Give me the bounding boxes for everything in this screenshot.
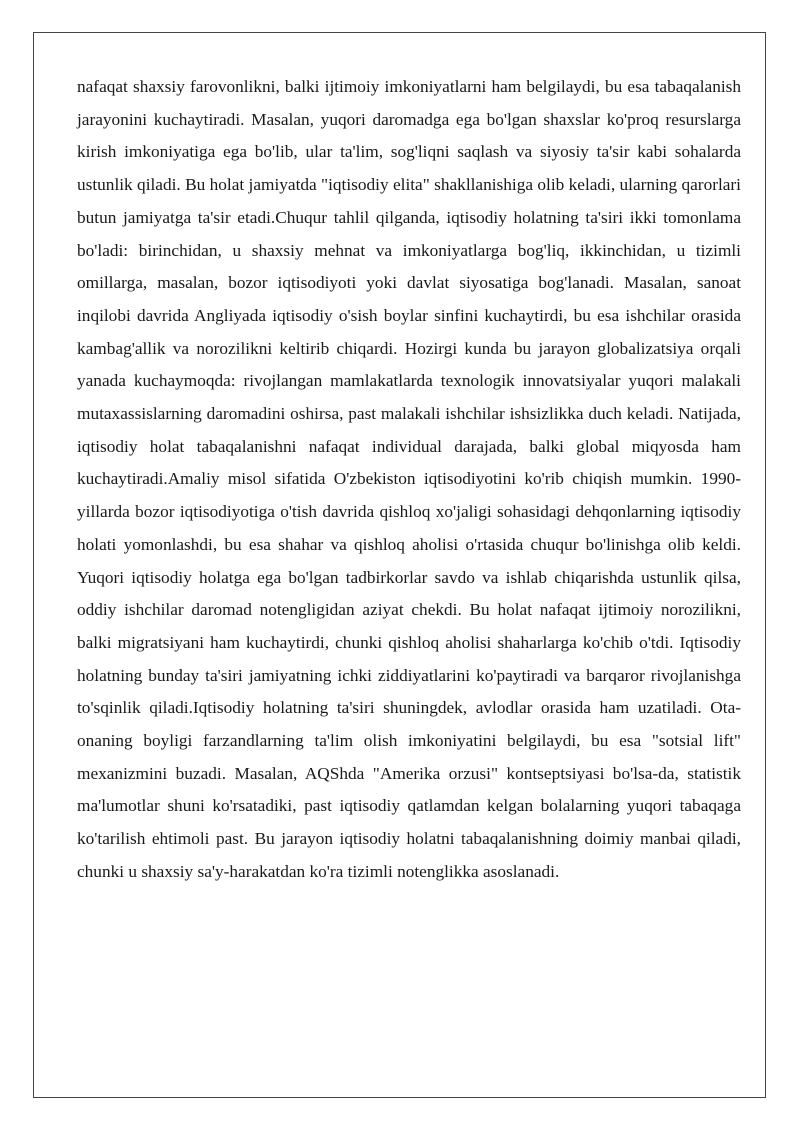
body-paragraph: nafaqat shaxsiy farovonlikni, balki ijtimoiy imkoniyatlarni ham belgilaydi, bu esa tabaqalanish jarayonini kuchaytiradi. Masalan, yuqori daromadga ega bo'lgan shaxslar ko'proq resurslarga kirish imkoniyatiga ega bo'lib, ular ta'lim, sog'liqni saqlash va siyosiy ta'sir kabi sohalarda ustunlik qiladi. Bu holat jamiyatda "iqtisodiy elita" shakllanishiga olib keladi, ularning qarorlari butun jamiyatga ta'sir etadi.Chuqur tahlil qilganda, iqtisodiy holatning ta'siri ikki tomonlama bo'ladi: birinchidan, u shaxsiy mehnat va imkoniyatlarga bog'liq, ikkinchidan, u tizimli omillarga, masalan, bozor iqtisodiyoti yoki davlat siyosatiga bog'lanadi. Masalan, sanoat inqilobi davrida Angliyada iqtisodiy o'sish boylar sinfini kuchaytirdi, bu esa ishchilar orasida kambag'allik va norozilikni keltirib chiqardi. Hozirgi kunda bu jarayon globalizatsiya orqali yanada kuchaymoqda: rivojlangan mamlakatlarda texnologik innovatsiyalar yuqori malakali mutaxassislarning daromadini oshirsa, past malakali ishchilar ishsizlikka duch keladi. Natijada, iqtisodiy holat tabaqalanishni nafaqat individual darajada, balki global miqyosda ham kuchaytiradi.Amaliy misol sifatida O'zbekiston iqtisodiyotini ko'rib chiqish mumkin. 1990-yillarda bozor iqtisodiyotiga o'tish davrida qishloq xo'jaligi sohasidagi dehqonlarning iqtisodiy holati yomonlashdi, bu esa shahar va qishloq aholisi o'rtasida chuqur bo'linishga olib keldi. Yuqori iqtisodiy holatga ega bo'lgan tadbirkorlar savdo va ishlab chiqarishda ustunlik qilsa, oddiy ishchilar daromad notengligidan aziyat chekdi. Bu holat nafaqat ijtimoiy norozilikni, balki migratsiyani ham kuchaytirdi, chunki qishloq aholisi shaharlarga ko'chib o'tdi. Iqtisodiy holatning bunday ta'siri jamiyatning ichki ziddiyatlarini ko'paytiradi va barqaror rivojlanishga to'sqinlik qiladi.Iqtisodiy holatning ta'siri shuningdek, avlodlar orasida ham uzatiladi. Ota-onaning boyligi farzandlarning ta'lim olish imkoniyatini belgilaydi, bu esa "sotsial lift" mexanizmini buzadi. Masalan, AQShda "Amerika orzusi" kontseptsiyasi bo'lsa-da, statistik ma'lumotlar shuni ko'rsatadiki, past iqtisodiy qatlamdan kelgan bolalarning yuqori tabaqaga ko'tarilish ehtimoli past. Bu jarayon iqtisodiy holatni tabaqalanishning doimiy manbai qiladi, chunki u shaxsiy sa'y-harakatdan ko'ra tizimli notenglikka asoslanadi.: [77, 77, 741, 881]
